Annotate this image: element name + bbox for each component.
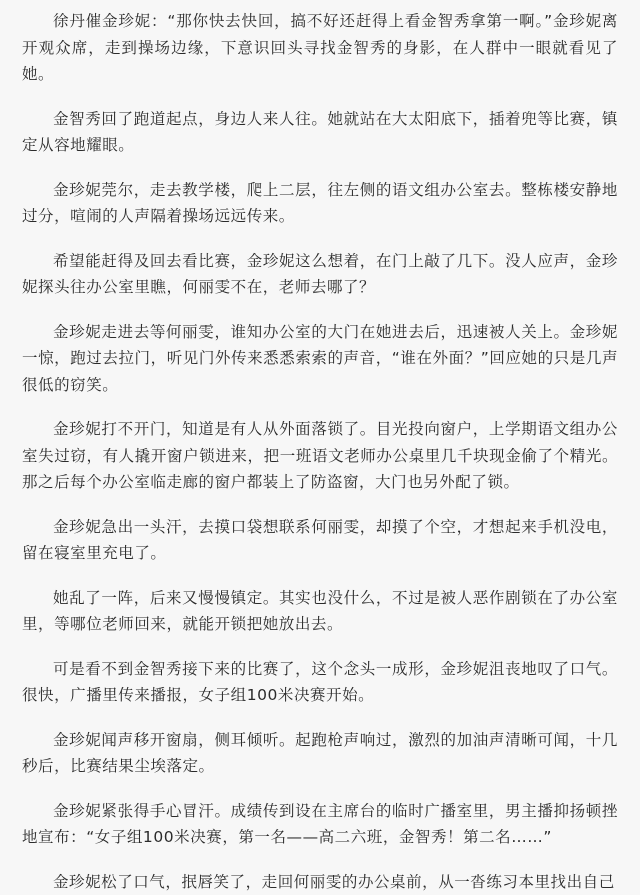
paragraph: 金珍妮松了口气，抿唇笑了，走回何丽雯的办公桌前，从一沓练习本里找出自己 — [22, 869, 618, 895]
paragraph: 金珍妮紧张得手心冒汗。成绩传到设在主席台的临时广播室里，男主播抑扬顿挫地宣布：“女子组100米决赛，第一名——高二六班，金智秀！第二名……” — [22, 798, 618, 851]
paragraph: 徐丹催金珍妮：“那你快去快回，搞不好还赶得上看金智秀拿第一啊。”金珍妮离开观众席，走到操场边缘，下意识回头寻找金智秀的身影，在人群中一眼就看见了她。 — [22, 8, 618, 88]
paragraph: 她乱了一阵，后来又慢慢镇定。其实也没什么，不过是被人恶作剧锁在了办公室里，等哪位老师回来，就能开锁把她放出去。 — [22, 585, 618, 638]
paragraph: 金珍妮急出一头汗，去摸口袋想联系何丽雯，却摸了个空，才想起来手机没电，留在寝室里充电了。 — [22, 514, 618, 567]
paragraph: 金智秀回了跑道起点，身边人来人往。她就站在大太阳底下，插着兜等比赛，镇定从容地耀眼。 — [22, 106, 618, 159]
paragraph: 可是看不到金智秀接下来的比赛了，这个念头一成形，金珍妮沮丧地叹了口气。很快，广播里传来播报，女子组100米决赛开始。 — [22, 656, 618, 709]
paragraph: 金珍妮莞尔，走去教学楼，爬上二层，往左侧的语文组办公室去。整栋楼安静地过分，喧闹的人声隔着操场远远传来。 — [22, 177, 618, 230]
paragraph: 金珍妮走进去等何丽雯，谁知办公室的大门在她进去后，迅速被人关上。金珍妮一惊，跑过去拉门，听见门外传来悉悉索索的声音，“谁在外面？”回应她的只是几声很低的窃笑。 — [22, 319, 618, 399]
paragraph: 希望能赶得及回去看比赛，金珍妮这么想着，在门上敲了几下。没人应声，金珍妮探头往办公室里瞧，何丽雯不在，老师去哪了？ — [22, 248, 618, 301]
paragraph: 金珍妮打不开门，知道是有人从外面落锁了。目光投向窗户，上学期语文组办公室失过窃，有人撬开窗户锁进来，把一班语文老师办公桌里几千块现金偷了个精光。那之后每个办公室临走廊的窗户都装上了防盗窗，大门也另外配了锁。 — [22, 416, 618, 496]
paragraph: 金珍妮闻声移开窗扇，侧耳倾听。起跑枪声响过，激烈的加油声清晰可闻，十几秒后，比赛结果尘埃落定。 — [22, 727, 618, 780]
